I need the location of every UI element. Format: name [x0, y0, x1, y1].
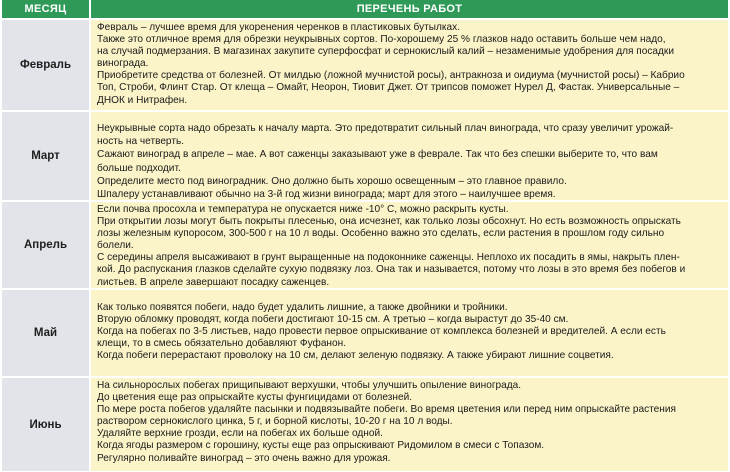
work-item: Февраль – лучшее время для укоренения черенков в пластиковых бутылках. Также это отличное время для обрезки неукрывных сортов. По-хорошему 25 % глазков надо оставить больше чем надо, на случай подмерзания. В магазинах закупите суперфосфат и сернокислый калий – незаменимые удобрения для посадки винограда. [97, 22, 674, 70]
works-cell [91, 20, 728, 110]
work-item: Когда побеги перерастают проволоку на 10 см, делают зеленую подвязку. А также убирают лишние соцветия. [97, 350, 614, 362]
work-item: Шпалеру устанавливают обычно на 3-й год жизни винограда; март для этого – наилучшее время. [97, 189, 556, 200]
table-row-march [0, 112, 730, 200]
work-item: Регулярно поливайте виноград – это очень важно для урожая. [97, 452, 391, 464]
work-item: С середины апреля высаживают в грунт выращенные на подоконнике саженцы. Неплохо их посадить в ямы, накрыть плен- кой. До распускания глазков сделайте сухую подвязку лоз. Она так и называется, потому что лозы в это время без побегов и листьев. В апреле завершают посадку саженцев. [97, 252, 686, 288]
works-cell [91, 290, 728, 376]
table-row-april [0, 202, 730, 288]
work-item: Когда на побегах по 3-5 листьев, надо провести первое опрыскивание от комплекса болезней и вредителей. А если есть клещи, то в смесь обязательно добавляют Фуфанон. [97, 326, 666, 350]
work-item: Удаляйте верхние грозди, если на побегах их больше одной. [97, 428, 383, 440]
month-cell: Апрель [2, 202, 89, 288]
works-cell [91, 112, 728, 200]
month-cell: Июнь [2, 378, 89, 471]
work-item: При открытии лозы могут быть покрыты плесенью, она исчезнет, как только лозы обсохнут. Но есть возможность опрыскать лозы железным купоросом, 300-500 г на 10 л воды. Особенно важно это сделать, если растения в прошлом году сильно болели. [97, 216, 681, 252]
work-item: Неукрывные сорта надо обрезать к началу марта. Это предотвратит сильный плач винограда, что сразу увеличит урожай- ность на четверть. [97, 123, 674, 148]
header-works: ПЕРЕЧЕНЬ РАБОТ [91, 0, 728, 18]
work-item: На сильнорослых побегах прищипывают верхушки, чтобы улучшить опыление винограда. [97, 380, 522, 391]
works-cell [91, 378, 728, 471]
month-cell: Май [2, 290, 89, 376]
table-row-may [0, 290, 730, 376]
work-item: Как только появятся побеги, надо будет удалить лишние, а также двойники и тройники. [97, 302, 508, 313]
work-item: Приобретите средства от болезней. От милдью (ложной мучнистой росы), антракноза и оидиума (мучнистой росы) – Кабрио Топ, Строби, Флинт Стар. От клеща – Омайт, Неорон, Тиовит Джет. От трипсов поможет Нурел Д, Фастак. Универсальные – ДНОК и Нитрафен. [97, 70, 685, 106]
work-item: Когда ягоды размером с горошину, кусты еще раз опрыскивают Ридомилом в смеси с Топазом. [97, 440, 545, 452]
table-row-february [0, 20, 730, 110]
header-month: МЕСЯЦ [2, 0, 89, 18]
month-cell: Март [2, 112, 89, 200]
work-item: Вторую обломку проводят, когда побеги достигают 10-15 см. А третью – когда вырастут до 35-40 см. [97, 314, 569, 326]
works-cell [91, 202, 728, 288]
work-item: По мере роста побегов удаляйте пасынки и подвязывайте побеги. Во время цветения или перед ним опрыскайте растения раствором сернокислого цинка, 5 г, и борной кислоты, 10-20 г на 10 л воды. [97, 404, 676, 428]
month-cell: Февраль [2, 20, 89, 110]
table-row-june [0, 378, 730, 471]
work-item: Определите место под виноградник. Оно должно быть хорошо освещенным – это главное правило. [97, 175, 567, 187]
work-item: Сажают виноград в апреле – мае. А вот саженцы заказывают уже в феврале. Так что без спешки выберите то, что вам больше подходит. [97, 149, 658, 174]
work-item: До цветения еще раз опрыскайте кусты фунгицидами от болезней. [97, 392, 413, 404]
work-item: Если почва просохла и температура не опускается ниже -10° С, можно раскрыть кусты. [97, 204, 509, 215]
